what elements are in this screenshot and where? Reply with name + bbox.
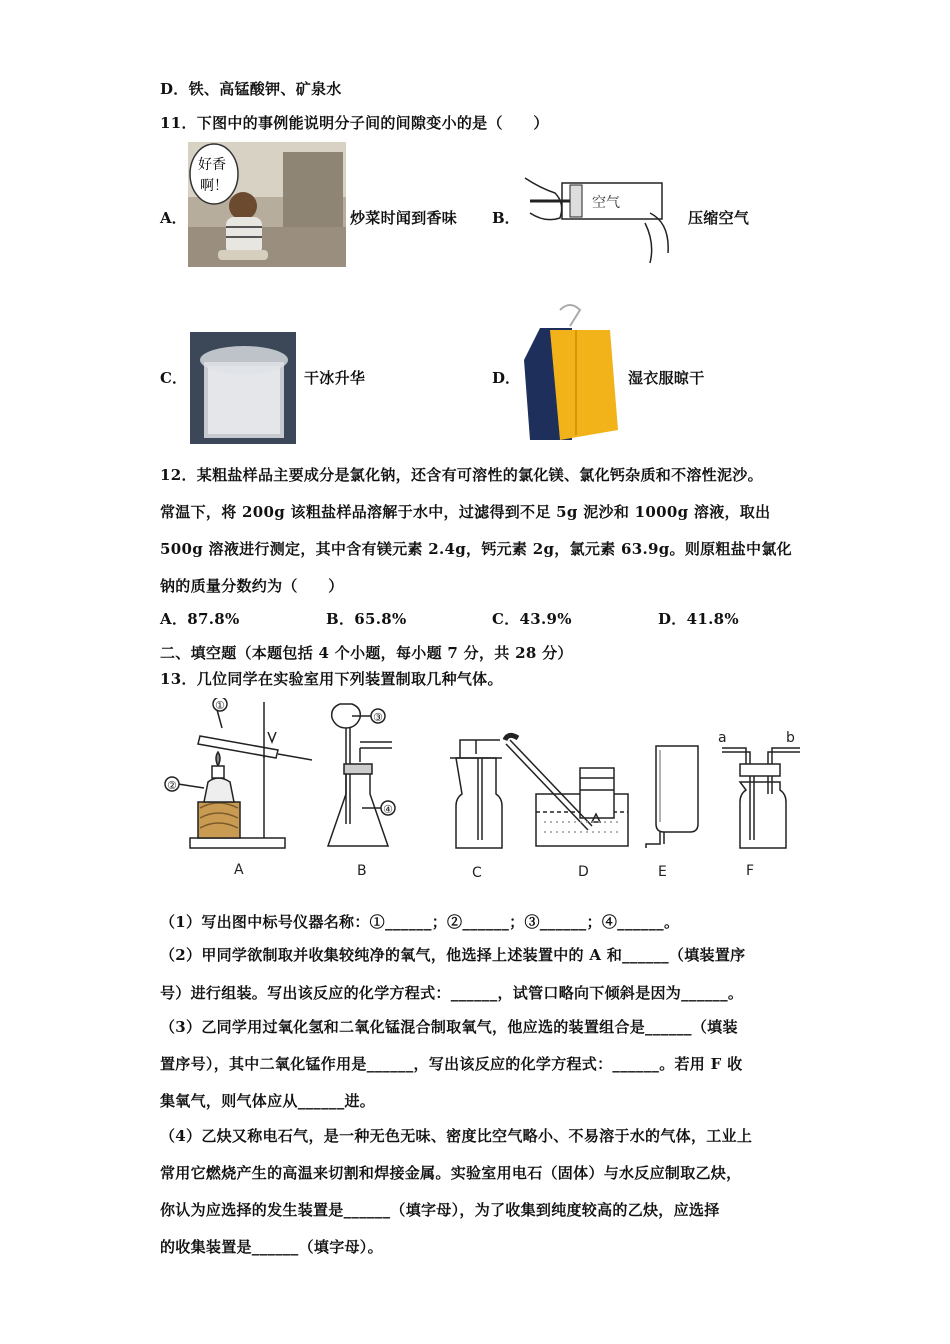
q12-line-2: 常温下，将 200g 该粗盐样品溶解于水中，过滤得到不足 5g 泥沙和 1000g 溶液，取出 <box>160 503 771 521</box>
q11-option-a-letter: A． <box>160 209 187 227</box>
cooking-smell-photo <box>188 142 346 267</box>
q12-option-a: A．87.8% <box>160 610 240 628</box>
section-2-heading: 二、填空题（本题包括 4 个小题，每小题 7 分，共 28 分） <box>160 644 573 662</box>
q11-option-d-letter: D． <box>492 369 521 387</box>
q13-part-4-line-2: 常用它燃烧产生的高温来切割和焊接金属。实验室用电石（固体）与水反应制取乙炔， <box>160 1164 742 1182</box>
bubble-text-2: 啊！ <box>200 178 228 194</box>
q13-part-3-line-2: 置序号），其中二氧化锰作用是______，写出该反应的化学方程式：______。若用 F 收 <box>160 1055 743 1073</box>
syringe-air-label: 空气 <box>592 195 620 211</box>
q13-part-3-line-1: （3）乙同学用过氧化氢和二氧化锰混合制取氧气，他应选的装置组合是______（填装 <box>160 1018 738 1036</box>
label-e: E <box>658 864 667 880</box>
q12-option-d: D．41.8% <box>658 610 739 628</box>
label-port-b: b <box>786 730 795 746</box>
apparatus-a <box>190 702 312 848</box>
q13-part-4-line-1: （4）乙炔又称电石气，是一种无色无味、密度比空气略小、不易溶于水的气体，工业上 <box>160 1127 753 1145</box>
label-port-a: a <box>718 730 727 746</box>
q12-line-4: 钠的质量分数约为（ ） <box>160 577 344 595</box>
q12-line-1: 12．某粗盐样品主要成分是氯化钠，还含有可溶性的氯化镁、氯化钙杂质和不溶性泥沙。 <box>160 466 763 484</box>
label-a: A <box>234 862 244 878</box>
q11-stem: 11．下图中的事例能说明分子间的间隙变小的是（ ） <box>160 114 549 132</box>
q13-part-2-line-2: 号）进行组装。写出该反应的化学方程式：______，试管口略向下倾斜是因为______。 <box>160 984 744 1002</box>
label-num-3: ③ <box>373 711 383 724</box>
apparatus-f <box>722 748 800 848</box>
q13-part-1: （1）写出图中标号仪器名称：①______；②______；③______；④______。 <box>160 913 680 931</box>
q13-part-4-line-4: 的收集装置是______（填字母）。 <box>160 1238 383 1256</box>
apparatus-d <box>505 735 628 846</box>
label-f: F <box>746 863 755 879</box>
q13-part-4-line-3: 你认为应选择的发生装置是______（填字母），为了收集到纯度较高的乙炔，应选择 <box>160 1201 720 1219</box>
apparatus-b <box>328 704 392 846</box>
q12-option-b: B．65.8% <box>326 610 407 628</box>
q11-option-c-text: 干冰升华 <box>304 369 366 387</box>
label-num-4: ④ <box>383 803 393 816</box>
label-num-1: ① <box>215 699 225 712</box>
dry-ice-sublimation-photo <box>190 332 296 444</box>
syringe-compress-air-image <box>520 163 680 267</box>
lab-apparatus-diagram <box>160 698 800 888</box>
q12-option-c: C．43.9% <box>492 610 572 628</box>
q10-option-d: D．铁、高锰酸钾、矿泉水 <box>160 80 342 98</box>
q13-stem: 13．几位同学在实验室用下列装置制取几种气体。 <box>160 670 503 688</box>
q11-option-a-text: 炒菜时闻到香味 <box>350 209 458 227</box>
q11-option-c-letter: C． <box>160 369 187 387</box>
q11-option-b-text: 压缩空气 <box>688 209 750 227</box>
apparatus-e <box>646 746 698 848</box>
apparatus-c <box>450 740 502 848</box>
label-c: C <box>472 865 482 881</box>
label-num-2: ② <box>167 779 177 792</box>
q11-option-d-text: 湿衣服晾干 <box>628 369 705 387</box>
wet-clothes-drying-image <box>520 300 620 445</box>
q13-part-2-line-1: （2）甲同学欲制取并收集较纯净的氧气，他选择上述装置中的 A 和______（填装置序 <box>160 946 746 964</box>
label-b: B <box>357 863 367 879</box>
q11-option-b-letter: B． <box>492 209 520 227</box>
q12-line-3: 500g 溶液进行测定，其中含有镁元素 2.4g，钙元素 2g，氯元素 63.9g。则原粗盐中氯化 <box>160 540 792 558</box>
q13-part-3-line-3: 集氧气，则气体应从______进。 <box>160 1092 376 1110</box>
bubble-text-1: 好香 <box>198 157 226 173</box>
label-d: D <box>578 864 589 880</box>
